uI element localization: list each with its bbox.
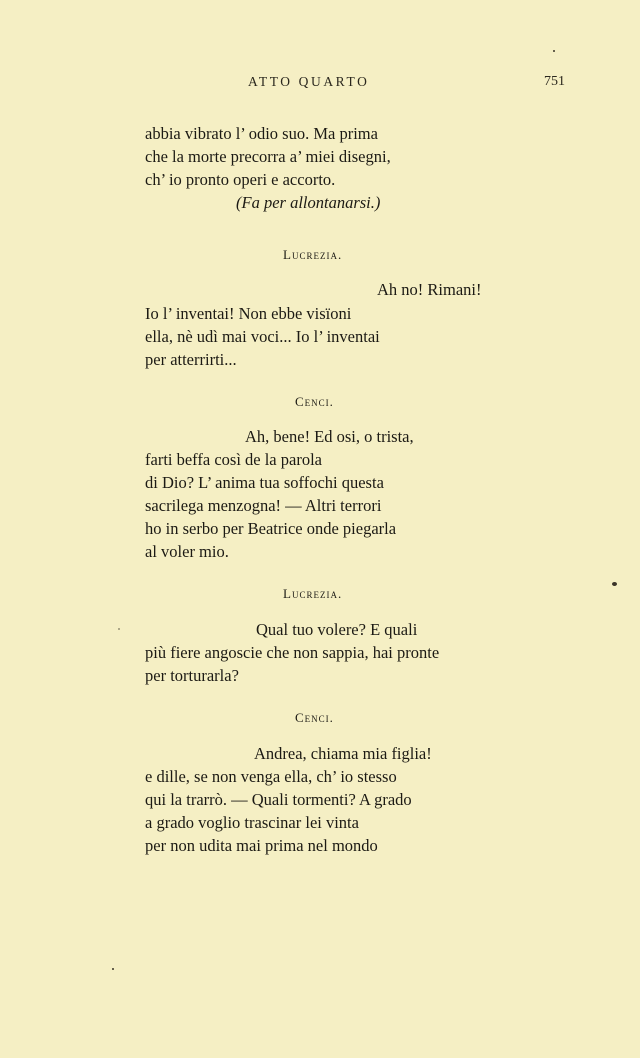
paper-speck <box>118 628 120 630</box>
verse-line: abbia vibrato l’ odio suo. Ma prima <box>145 124 378 143</box>
verse-line: Qual tuo volere? E quali <box>256 620 418 639</box>
verse-line: qui la trarrò. — Quali tormenti? A grado <box>145 790 412 809</box>
verse-line: per torturarla? <box>145 666 239 685</box>
stage-direction: (Fa per allontanarsi.) <box>236 193 381 212</box>
paper-speck <box>612 582 617 586</box>
verse-line: ch’ io pronto operi e accorto. <box>145 170 336 189</box>
verse-line: e dille, se non venga ella, ch’ io stesso <box>145 767 397 786</box>
verse-line: per atterrirti... <box>145 350 237 369</box>
speaker-name: Lucrezia. <box>283 586 343 601</box>
verse-line: per non udita mai prima nel mondo <box>145 836 378 855</box>
verse-line: a grado voglio trascinar lei vinta <box>145 813 359 832</box>
paper-speck <box>553 50 555 52</box>
verse-line: al voler mio. <box>145 542 229 561</box>
running-header: ATTO QUARTO <box>248 74 370 89</box>
verse-line: più fiere angoscie che non sappia, hai pronte <box>145 643 440 662</box>
page-number: 751 <box>544 74 565 89</box>
paper-speck <box>112 968 114 970</box>
verse-line: Ah, bene! Ed osi, o trista, <box>245 427 414 446</box>
verse-line: Ah no! Rimani! <box>377 280 482 299</box>
verse-line: ho in serbo per Beatrice onde piegarla <box>145 519 397 538</box>
verse-line: farti beffa così de la parola <box>145 450 322 469</box>
verse-line: Andrea, chiama mia figlia! <box>254 744 432 763</box>
speaker-name: Lucrezia. <box>283 247 343 262</box>
verse-line: di Dio? L’ anima tua soffochi questa <box>145 473 384 492</box>
verse-line: ella, nè udì mai voci... Io l’ inventai <box>145 327 380 346</box>
speaker-name: Cenci. <box>295 710 334 725</box>
verse-line: sacrilega menzogna! — Altri terrori <box>145 496 382 515</box>
verse-line: che la morte precorra a’ miei disegni, <box>145 147 391 166</box>
speaker-name: Cenci. <box>295 394 334 409</box>
verse-line: Io l’ inventai! Non ebbe visïoni <box>145 304 352 323</box>
